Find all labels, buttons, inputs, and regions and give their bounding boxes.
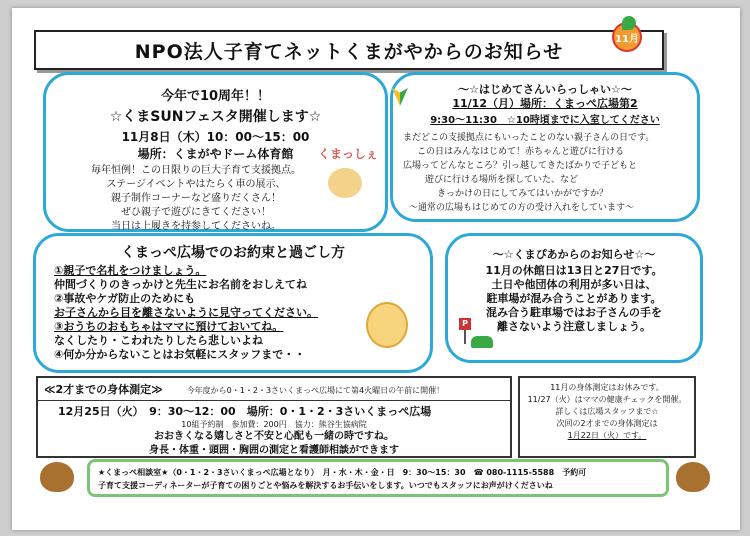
consult-line: 子育て支援コーディネーターが子育ての困りごとや悩みを解決するお手伝いをします。いつでもスタッフにお声がけくださいね (98, 481, 553, 490)
promise-title: くまっぺ広場でのお約束と過ごし方 (121, 245, 345, 261)
holiday-line: 混み合う駐車場ではお子さんの手を (486, 306, 662, 319)
first-date: 11/12（月）場所：くまっぺ広場第2 (452, 97, 638, 110)
promise-box (33, 233, 433, 373)
sun-date: 11月8日（木）10：00～15：00 (121, 130, 310, 144)
leaf-icon (622, 16, 636, 30)
first-body-line: 広場ってどんなところ？引っ越してきたばかりで子どもと (403, 161, 638, 171)
notice-line: 11/27（火）はママの健康チェックを開催。詳しくは広場スタッフまで☆ (527, 395, 687, 416)
first-timer-box (390, 72, 700, 222)
promise-line: ①親子で名札をつけましょう。 (54, 264, 207, 277)
first-title: ～☆はじめてさんいらっしゃい☆～ (458, 83, 632, 96)
bear-mascot-icon (328, 168, 362, 198)
sun-body-line: 親子制作コーナーなど盛りだくさん！ (111, 193, 281, 204)
measure-date: 12月25日（火） 9：30～12：00 場所：0・1・2・3さいくまっぺ広場 (38, 400, 510, 419)
kumasshe-logo-text: くまっしぇ (318, 147, 379, 161)
month-badge: 11月 (612, 22, 642, 52)
notice-line: 11月の身体測定はお休みです。 (550, 383, 664, 392)
sun-festa-title: ☆くまSUNフェスタ開催します☆ (109, 109, 322, 125)
bear-left-icon (40, 462, 74, 492)
bear-right-icon (676, 462, 710, 492)
first-body-line: この日はみんなはじめて！赤ちゃんと遊びに行ける (417, 147, 625, 157)
measure-line: 身長・体重・頭囲・胸囲の測定と看護師相談ができます (149, 445, 399, 456)
sun-venue: 場所：くまがやドーム体育館 (137, 147, 294, 161)
promise-line: 仲間づくりのきっかけと先生にお名前をおしえてね (54, 278, 307, 291)
measure-line: おおきくなる嬉しさと不安と心配も一緒の時ですね。 (154, 431, 394, 442)
notice-line: 次回の2才までの身体測定は (556, 419, 658, 428)
consult-line: ★くまっぺ相談室★（0・1・2・3さいくまっぺ広場となり） 月・水・木・金・日 9：30～15：30 ☎ 080-1115-5588 予約可 (98, 468, 587, 477)
holiday-line: 離さないよう注意しましょう。 (497, 320, 651, 333)
first-body-line: まだどこの支援拠点にもいったことのない親子さんの日です。 (403, 133, 655, 143)
mouse-mascot-icon (366, 302, 408, 348)
sun-body-line: ステージイベントやはたらく車の展示、 (106, 179, 286, 190)
first-body-line: ～通常の広場もはじめての方の受け入れをしています～ (409, 203, 635, 213)
holiday-line: 駐車場が混み合うことがあります。 (486, 292, 662, 305)
holiday-title: ～☆くまぴあからのお知らせ☆～ (492, 248, 656, 261)
promise-line: ③おうちのおもちゃはママに預けておいてね。 (54, 320, 284, 333)
measure-detail: 10組予約制 参加費：200円 協力：熊谷生協病院 (181, 420, 367, 429)
promise-line: お子さんから目を離さないように見守ってください。 (54, 306, 318, 319)
holiday-line: 土日や他団体の利用が多い日は、 (491, 278, 657, 291)
promise-line: ②事故やケガ防止のためにも (54, 292, 196, 305)
page-title: NPO法人子育てネットくまがやからのお知らせ (34, 30, 664, 70)
sun-festa-box (43, 72, 388, 232)
sun-anniversary: 今年で10周年！！ (160, 89, 271, 104)
sun-body-line: 毎年恒例！この日限りの巨大子育て支援拠点。 (91, 165, 301, 176)
measure-title: ≪2才までの身体測定≫ (44, 383, 163, 396)
notice-line: 1月22日（火）です。 (567, 431, 647, 440)
consultation-banner (87, 459, 669, 497)
first-body-line: きっかけの日にしてみてはいかがですか？ (437, 189, 609, 199)
sun-body-line: ぜひ親子で遊びにきてください！ (121, 207, 271, 218)
first-body-line: 遊びに行ける場所を探していた、など (425, 175, 579, 185)
measurement-notice-box (518, 376, 696, 458)
parking-sign-icon: P (455, 318, 495, 354)
promise-line: なくしたり・こわれたりしたら悲しいよね (54, 334, 263, 347)
kumasshe-logo (318, 145, 380, 217)
promise-line: ④何か分からないことはお気軽にスタッフまで・・ (54, 348, 306, 361)
sun-body-line: 当日は上履きを持参してくださいね。 (111, 221, 281, 232)
measure-note: 今年度から0・1・2・3さいくまっぺ広場にて第4火曜日の午前に開催！ (186, 386, 445, 395)
first-time: 9:30～11:30 ☆10時頃までに入室してください (430, 115, 660, 126)
body-measurement-box (36, 376, 512, 458)
holiday-line: 11月の休館日は13日と27日です。 (485, 264, 663, 277)
